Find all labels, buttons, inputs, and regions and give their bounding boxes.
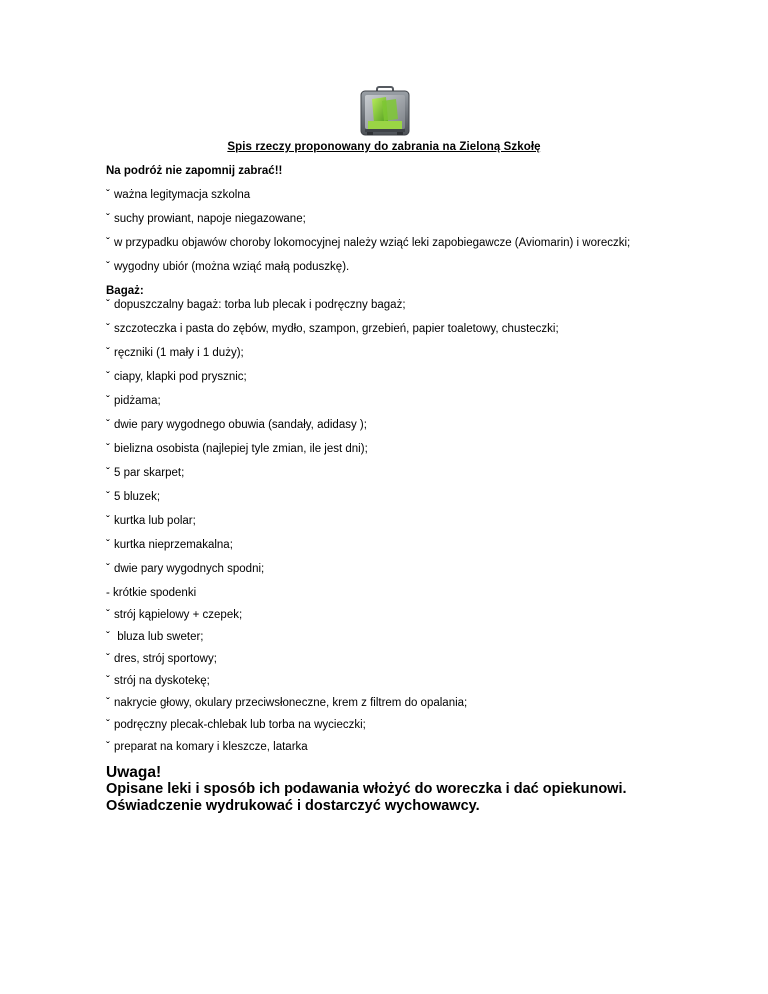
bullet-mark: ˇ xyxy=(106,323,110,335)
list-item xyxy=(106,322,666,336)
warning-title: Uwaga! xyxy=(106,764,162,781)
warning-block xyxy=(106,764,666,815)
bullet-mark: ˇ xyxy=(106,609,110,621)
list-item-text: 5 bluzek; xyxy=(114,491,161,503)
list-item xyxy=(106,718,666,732)
list-item xyxy=(106,674,666,688)
list-item xyxy=(106,562,666,576)
warning-line-statement: Oświadczenie wydrukować i dostarczyć wychowawcy. xyxy=(106,798,480,814)
list-item xyxy=(106,418,666,432)
travel-list xyxy=(106,188,666,274)
list-item-text: ciapy, klapki pod prysznic; xyxy=(114,371,247,383)
list-item-text: nakrycie głowy, okulary przeciwsłoneczne, krem z filtrem do opalania; xyxy=(114,697,468,709)
list-item-text: kurtka lub polar; xyxy=(114,515,196,527)
list-item-dash: - krótkie spodenki xyxy=(106,587,197,599)
bullet-mark: ˇ xyxy=(106,491,110,503)
list-item-text: ważna legitymacja szkolna xyxy=(114,189,251,201)
document-body xyxy=(106,164,666,815)
list-item-text: preparat na komary i kleszcze, latarka xyxy=(114,741,308,753)
list-item xyxy=(106,696,666,710)
list-item xyxy=(106,652,666,666)
list-item-text: podręczny plecak-chlebak lub torba na wycieczki; xyxy=(114,719,366,731)
list-item-text: szczoteczka i pasta do zębów, mydło, szampon, grzebień, papier toaletowy, chusteczki; xyxy=(114,323,559,335)
list-item xyxy=(106,442,666,456)
bullet-mark: ˇ xyxy=(106,515,110,527)
bullet-mark: ˇ xyxy=(106,719,110,731)
bullet-mark: ˇ xyxy=(106,371,110,383)
list-item xyxy=(106,630,666,644)
list-item xyxy=(106,514,666,528)
list-item-text: kurtka nieprzemakalna; xyxy=(114,539,233,551)
list-item-text: 5 par skarpet; xyxy=(114,467,185,479)
bullet-mark: ˇ xyxy=(106,213,110,225)
list-item xyxy=(106,490,666,504)
bullet-mark: ˇ xyxy=(106,741,110,753)
bullet-mark: ˇ xyxy=(106,563,110,575)
luggage-list xyxy=(106,298,666,754)
list-item-text: bielizna osobista (najlepiej tyle zmian, ile jest dni); xyxy=(114,443,368,455)
bullet-mark: ˇ xyxy=(106,631,110,643)
list-item-text: dopuszczalny bagaż: torba lub plecak i podręczny bagaż; xyxy=(114,299,406,311)
list-item-text: w przypadku objawów choroby lokomocyjnej należy wziąć leki zapobiegawcze (Aviomarin) i woreczki; xyxy=(114,237,631,249)
bullet-mark: ˇ xyxy=(106,419,110,431)
document-title: Spis rzeczy proponowany do zabrania na Zieloną Szkołę xyxy=(227,141,541,153)
bullet-mark: ˇ xyxy=(106,443,110,455)
list-item xyxy=(106,236,666,250)
bullet-mark: ˇ xyxy=(106,347,110,359)
luggage-heading: Bagaż: xyxy=(106,285,144,297)
list-item-text: dwie pary wygodnego obuwia (sandały, adidasy ); xyxy=(114,419,367,431)
list-item xyxy=(106,394,666,408)
bullet-mark: ˇ xyxy=(106,395,110,407)
list-item xyxy=(106,298,666,312)
bullet-mark: ˇ xyxy=(106,189,110,201)
list-item-text: strój kąpielowy + czepek; xyxy=(114,609,243,621)
bullet-mark: ˇ xyxy=(106,653,110,665)
list-item xyxy=(106,608,666,622)
bullet-mark: ˇ xyxy=(106,261,110,273)
list-item-text: pidżama; xyxy=(114,395,161,407)
bullet-mark: ˇ xyxy=(106,539,110,551)
bullet-mark: ˇ xyxy=(106,467,110,479)
warning-line-medicine: Opisane leki i sposób ich podawania włożyć do woreczka i dać opiekunowi. xyxy=(106,781,627,797)
list-item xyxy=(106,260,666,274)
list-item xyxy=(106,188,666,202)
list-item-text: suchy prowiant, napoje niegazowane; xyxy=(114,213,306,225)
list-item xyxy=(106,740,666,754)
list-item-text: dwie pary wygodnych spodni; xyxy=(114,563,265,575)
suitcase-icon xyxy=(358,85,412,139)
intro-heading: Na podróż nie zapomnij zabrać!! xyxy=(106,165,283,177)
list-item xyxy=(106,538,666,552)
list-item xyxy=(106,370,666,384)
list-item xyxy=(106,212,666,226)
bullet-mark: ˇ xyxy=(106,299,110,311)
list-item-text: bluza lub sweter; xyxy=(114,631,204,643)
list-item-text: wygodny ubiór (można wziąć małą poduszkę). xyxy=(114,261,350,273)
bullet-mark: ˇ xyxy=(106,237,110,249)
list-item xyxy=(106,466,666,480)
list-item-text: ręczniki (1 mały i 1 duży); xyxy=(114,347,244,359)
list-item xyxy=(106,346,666,360)
bullet-mark: ˇ xyxy=(106,675,110,687)
bullet-mark: ˇ xyxy=(106,697,110,709)
list-item-text: dres, strój sportowy; xyxy=(114,653,217,665)
list-item-text: strój na dyskotekę; xyxy=(114,675,210,687)
